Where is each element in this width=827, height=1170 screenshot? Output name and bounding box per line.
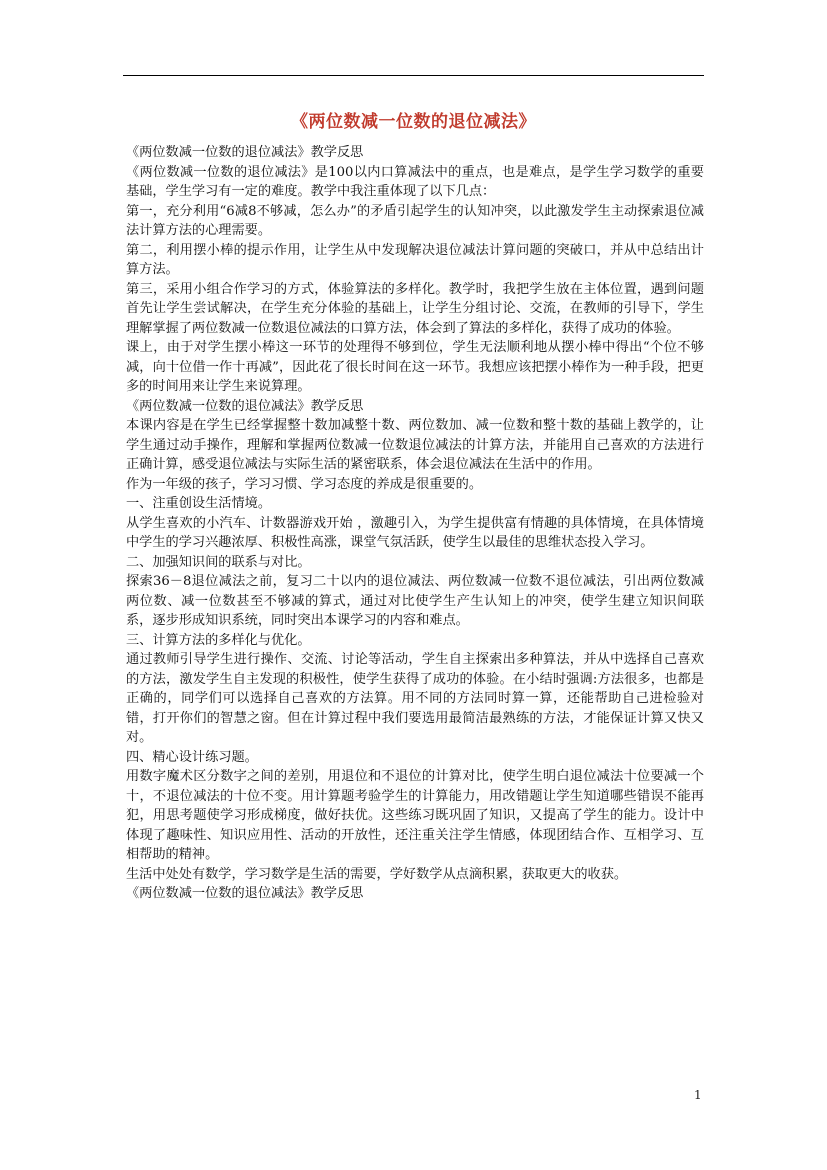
section-heading: 四、精心设计练习题。 — [126, 749, 258, 765]
document-body — [126, 143, 704, 904]
paragraph: 第三，采用小组合作学习的方式，体验算法的多样化。教学时，我把学生放在主体位置，遇到问题首先让学生尝试解决，在学生充分体验的基础上，让学生分组讨论、交流，在教师的引导下，学生理解掌握了两位数减一位数退位减法的口算方法，体会到了算法的多样化，获得了成功的体验。 — [126, 281, 704, 336]
section-heading: 三、计算方法的多样化与优化。 — [126, 632, 311, 648]
paragraph: 课上，由于对学生摆小棒这一环节的处理得不够到位，学生无法顺利地从摆小棒中得出“个位不够减，向十位借一作十再减”，因此花了很长时间在这一环节。我想应该把摆小棒作为一种手段，把更多的时间用来让学生来说算理。 — [126, 340, 704, 394]
section-heading: 二、加强知识间的联系与对比。 — [126, 554, 311, 570]
paragraph: 《两位数减一位数的退位减法》是100以内口算减法中的重点，也是难点，是学生学习数学的重要基础，学生学习有一定的难度。教学中我注重体现了以下几点： — [126, 164, 704, 199]
paragraph: 本课内容是在学生已经掌握整十数加减整十数、两位数加、减一位数和整十数的基础上教学的，让学生通过动手操作，理解和掌握两位数减一位数退位减法的计算方法，并能用自己喜欢的方法进行正确计算，感受退位减法与实际生活的紧密联系，体会退位减法在生活中的作用。 — [126, 418, 704, 472]
paragraph: 《两位数减一位数的退位减法》教学反思 — [126, 886, 364, 901]
paragraph: 从学生喜欢的小汽车、计数器游戏开始 ，激趣引入，为学生提供富有情趣的具体情境，在具体情境中学生的学习兴趣浓厚、积极性高涨，课堂气氛活跃，使学生以最佳的思维状态投入学习。 — [126, 515, 704, 550]
paragraph: 用数字魔术区分数字之间的差别，用退位和不退位的计算对比，使学生明白退位减法十位要减一个十，不退位减法的十位不变。用计算题考验学生的计算能力，用改错题让学生知道哪些错误不能再犯，用思考题使学习形成梯度，做好扶优。这些练习既巩固了知识，又提高了学生的能力。设计中体现了趣味性、知识应用性、活动的开放性，还注重关注学生情感，体现团结合作、互相学习、互相帮助的精神。 — [126, 769, 704, 862]
paragraph: 生活中处处有数学，学习数学是生活的需要，学好数学从点滴积累，获取更大的收获。 — [126, 866, 628, 882]
paragraph: 探索36－8退位减法之前，复习二十以内的退位减法、两位数减一位数不退位减法，引出两位数减两位数、减一位数甚至不够减的算式，通过对比使学生产生认知上的冲突，使学生建立知识间联系，逐步形成知识系统，同时突出本课学习的内容和难点。 — [126, 574, 704, 628]
header-rule — [123, 75, 704, 76]
section-heading: 一、注重创设生活情境。 — [126, 496, 272, 511]
paragraph: 第一，充分利用“6减8不够减，怎么办”的矛盾引起学生的认知冲突，以此激发学生主动探索退位减法计算方法的心理需要。 — [126, 203, 704, 238]
document-title: 《两位数减一位数的退位减法》 — [291, 112, 536, 132]
paragraph: 《两位数减一位数的退位减法》教学反思 — [126, 145, 364, 160]
paragraph: 第二，利用摆小棒的提示作用，让学生从中发现解决退位减法计算问题的突破口，并从中总结出计算方法。 — [126, 242, 704, 277]
paragraph: 作为一年级的孩子，学习习惯、学习态度的养成是很重要的。 — [126, 476, 483, 492]
page-number: 1 — [694, 1088, 702, 1102]
paragraph: 通过教师引导学生进行操作、交流、讨论等活动，学生自主探索出多种算法，并从中选择自己喜欢的方法，激发学生自主发现的积极性，使学生获得了成功的体验。在小结时强调:方法很多，也都是正确的，同学们可以选择自己喜欢的方法算。用不同的方法同时算一算，还能帮助自己进检验对错，打开你们的智慧之窗。但在计算过程中我们要选用最简洁最熟练的方法，才能保证计算又快又对。 — [126, 652, 704, 745]
paragraph: 《两位数减一位数的退位减法》教学反思 — [126, 398, 364, 414]
